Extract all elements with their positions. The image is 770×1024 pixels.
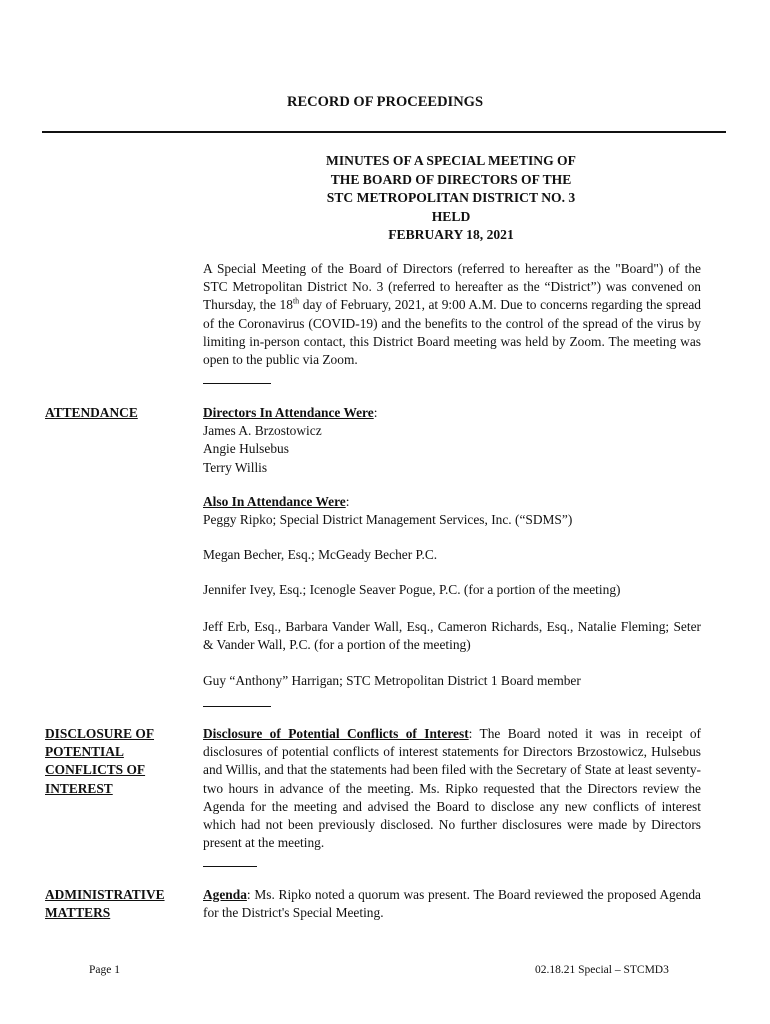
- attendee-entry: Guy “Anthony” Harrigan; STC Metropolitan District 1 Board member: [203, 673, 581, 688]
- intro-paragraph: A Special Meeting of the Board of Directors (referred to hereafter as the "Board") of the STC Metropolitan District No. 3 (referred to hereafter as the “District”) was convened on Thursday, the 18th day of February, 2021, at 9:00 A.M. Due to concerns regarding the spread of the Coronavirus (COVID-19) and the benefits to the control of the spread of the virus by limiting in-person contact, this District Board meeting was held by Zoom. The meeting was open to the public via Zoom.: [203, 261, 701, 368]
- heading-line: HELD: [431, 208, 471, 224]
- attendee-entry: Jeff Erb, Esq., Barbara Vander Wall, Esq., Cameron Richards, Esq., Natalie Fleming; Seter & Vander Wall, P.C. (for a portion of the meeting): [203, 619, 701, 653]
- director-name: Terry Willis: [203, 459, 268, 475]
- admin-label: ADMINISTRATIVE MATTERS: [45, 887, 165, 921]
- section-divider: [203, 383, 271, 384]
- director-name: Angie Hulsebus: [203, 441, 289, 457]
- also-attendance-section: Also In Attendance Were: Peggy Ripko; Special District Management Services, Inc. (“SDMS”): [203, 493, 701, 529]
- document-title: RECORD OF PROCEEDINGS: [286, 94, 484, 110]
- page-number: Page 1: [89, 964, 120, 976]
- heading-line: STC METROPOLITAN DISTRICT NO. 3: [326, 190, 576, 205]
- title-rule: [42, 131, 726, 133]
- agenda-paragraph: Agenda: Ms. Ripko noted a quorum was present. The Board reviewed the proposed Agenda for the District's Special Meeting.: [203, 887, 701, 921]
- heading-line: MINUTES OF A SPECIAL MEETING OF: [326, 153, 576, 168]
- agenda-heading: Agenda: [203, 887, 247, 902]
- section-divider: [203, 866, 257, 867]
- attendee-entry: Jennifer Ivey, Esq.; Icenogle Seaver Pogue, P.C. (for a portion of the meeting): [203, 582, 621, 597]
- attendee-entry: Megan Becher, Esq.; McGeady Becher P.C.: [203, 547, 438, 562]
- heading-line: FEBRUARY 18, 2021: [388, 227, 514, 242]
- attendance-section: Directors In Attendance Were: James A. Brzostowicz Angie Hulsebus Terry Willis: [203, 404, 701, 477]
- disclosure-heading: Disclosure of Potential Conflicts of Interest: [203, 726, 469, 741]
- directors-heading: Directors In Attendance Were: [203, 405, 374, 420]
- footer-reference: 02.18.21 Special – STCMD3: [535, 964, 669, 976]
- attendee-entry: Peggy Ripko; Special District Management Services, Inc. (“SDMS”): [203, 512, 573, 528]
- disclosure-label: DISCLOSURE OF POTENTIAL CONFLICTS OF INTEREST: [45, 726, 155, 796]
- section-divider: [203, 706, 271, 707]
- minutes-heading: [200, 152, 702, 245]
- also-heading: Also In Attendance Were: [203, 494, 346, 509]
- heading-line: THE BOARD OF DIRECTORS OF THE: [330, 171, 572, 187]
- attendance-label: ATTENDANCE: [45, 405, 138, 420]
- director-name: James A. Brzostowicz: [203, 423, 322, 439]
- disclosure-paragraph: Disclosure of Potential Conflicts of Interest: The Board noted it was in receipt of disclosures of potential conflicts of interest statements for Directors Brzostowicz, Hulsebus and Willis, and that the statements had been filed with the Secretary of State at least seventy-two hours in advance of the meeting. Ms. Ripko requested that the Directors review the Agenda for the meeting and advised the Board to disclose any new conflicts of interest which had not been previously disclosed. No further disclosures were made by Directors present at the meeting.: [203, 726, 701, 851]
